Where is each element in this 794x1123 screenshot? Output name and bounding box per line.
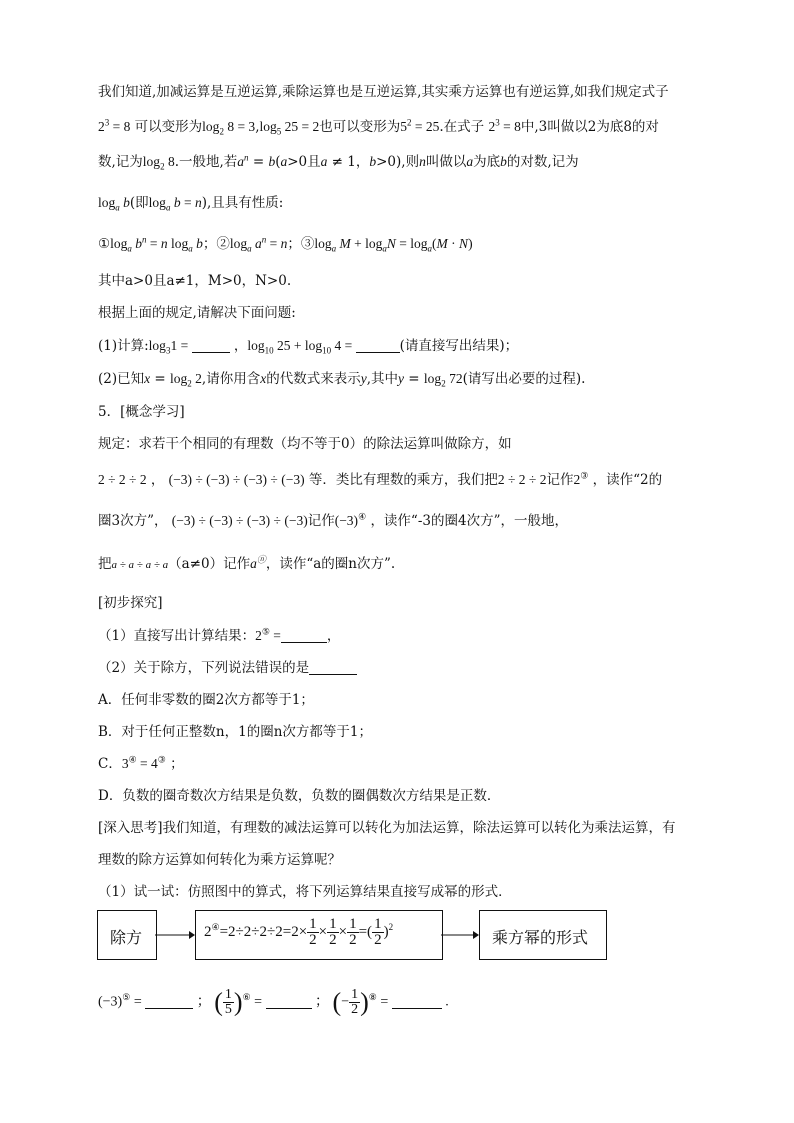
intro-line-4: $\log_a b$(即$\log_a b = n$),且具有性质: (98, 195, 284, 213)
explore-heading: [初步探究] (98, 595, 163, 611)
intro-conditions: 其中a>0且a≠1，M>0，N>0. (98, 273, 292, 289)
intro-properties: $①\log_a$ $b^n = n$ $\log_a b$；$②\log_a$ $a^n = n$；$③\log_a$ $M + \log_aN = \log_a(M \cdot N)$ (98, 234, 473, 254)
answer-blank[interactable] (309, 660, 357, 675)
answer-blank[interactable] (356, 338, 400, 353)
question-1: (1)计算$:\log_31$ = ，$\log_{10} 25 + \log_{10} 4$ = (请直接写出结果)； (98, 338, 519, 356)
arrow-icon (441, 930, 479, 940)
option-a: A．任何非零数的圈2次方都等于1； (98, 692, 314, 708)
exercise-row: (−3)⑤ = ； ( $\frac{1}{5}$ )⑥ = ； (− $\frac{1}{2}$ )⑧ = . (98, 987, 449, 1017)
problem-5-title: 5．[概念学习] (98, 404, 185, 420)
question-2: (2)已知$x = \log_2 2$,请你用含x的代数式来表示y,其中$y = \log_2 72$(请写出必要的过程). (98, 371, 586, 389)
power-form-box: 乘方幂的形式 (479, 910, 607, 960)
intro-line-2: $2^3 = 8$ 可以变形为$\log_2 8 = 3,\log_5$ 25 = 2也可以变形为$5^2 = 25$.在式子 $2^3 = 8$中,3叫做以2为底8的对 (98, 117, 659, 137)
deep-thinking-line-2: 理数的除方运算如何转化为乘方运算呢？ (98, 852, 341, 868)
answer-blank[interactable] (192, 338, 230, 353)
try-instruction: （1）试一试：仿照图中的算式，将下列运算结果直接写成幂的形式． (98, 884, 512, 900)
intro-instruction: 根据上面的规定,请解决下面问题: (98, 305, 296, 321)
rule-line-2: 2 ÷ 2 ÷ 2 ， (−3) ÷ (−3) ÷ (−3) ÷ (−3) 等．类比有理数的乘方，我们把2 ÷ 2 ÷ 2记作2③ ，读作“2的 (98, 470, 663, 488)
arrow-icon (155, 930, 195, 940)
division-power-box: 除方 (97, 910, 157, 960)
option-c: C．3④ = 4③ ； (98, 754, 184, 772)
rule-line-3: 圈3次方”， (−3) ÷ (−3) ÷ (−3) ÷ (−3)记作(−3)④ ，读作“-3的圈4次方”，一般地， (98, 511, 568, 529)
explore-q2: （2）关于除方，下列说法错误的是 (98, 659, 357, 677)
deep-thinking-line-1: [深入思考]我们知道，有理数的减法运算可以转化为加法运算，除法运算可以转化为乘法运算，有 (98, 820, 676, 836)
answer-blank[interactable] (266, 994, 312, 1009)
explore-q1: （1）直接写出计算结果：2⑤ = ， (98, 626, 341, 644)
formula-box: 2④=2÷2÷2÷2=2× $\frac{1}{2}$ × $\frac{1}{2}$ × $\frac{1}{2}$ =( $\frac{1}{2}$ )$^2$ (195, 910, 443, 960)
answer-blank[interactable] (145, 994, 193, 1009)
option-d: D．负数的圈奇数次方结果是负数，负数的圈偶数次方结果是正数． (98, 788, 501, 804)
intro-line-3: 数,记为$\log_2 8$.一般地,若$a^n = b(a>0$且a ≠ 1，b>0),则n叫做以a为底b的对数,记为 (98, 152, 579, 172)
rule-definition: 规定：求若干个相同的有理数（均不等于0）的除法运算叫做除方，如 (98, 436, 512, 452)
answer-blank[interactable] (281, 628, 327, 643)
option-b: B．对于任何正整数n，1的圈n次方都等于1； (98, 724, 372, 740)
answer-blank[interactable] (392, 994, 442, 1009)
intro-line-1: 我们知道,加减运算是互逆运算,乘除运算也是互逆运算,其实乘方运算也有逆运算,如我们规定式子 (98, 84, 669, 100)
rule-line-4: 把a ÷ a ÷ a ÷ a（a≠0）记作aⓝ，读作“a的圈n次方”. (98, 554, 396, 572)
